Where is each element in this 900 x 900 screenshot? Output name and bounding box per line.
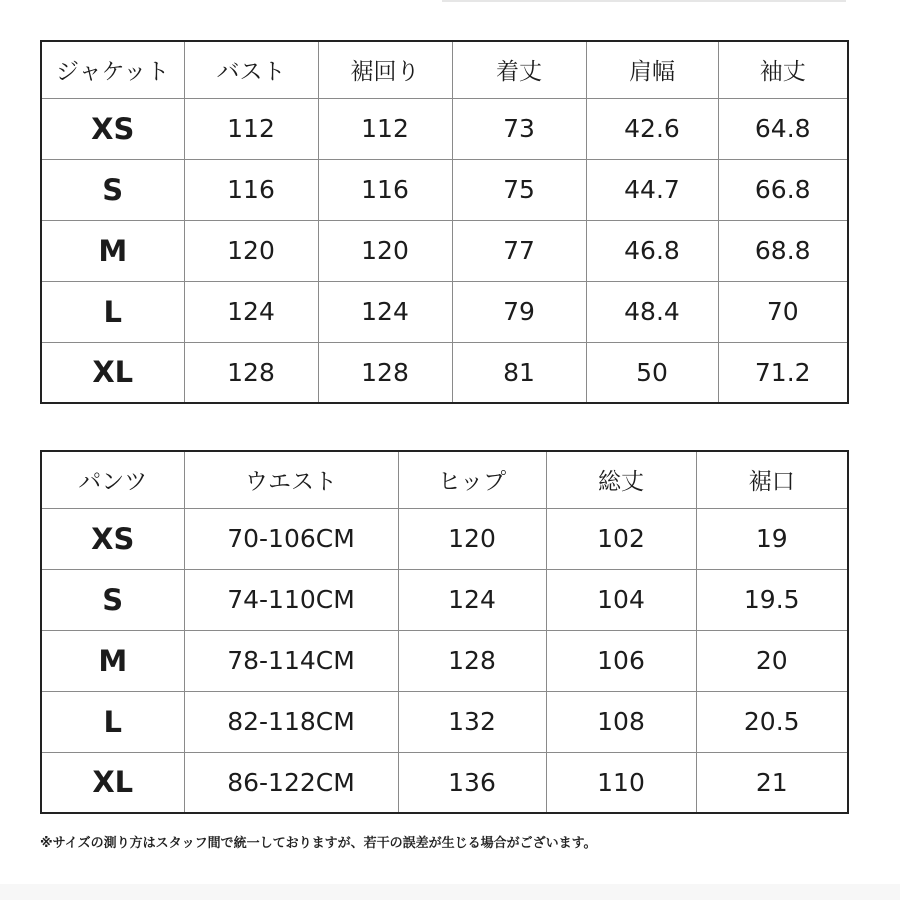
jacket-header-cell: 着丈 bbox=[452, 41, 586, 98]
table-cell: 19.5 bbox=[696, 569, 848, 630]
table-row bbox=[41, 281, 848, 342]
size-label: M bbox=[41, 630, 184, 691]
table-cell: 120 bbox=[398, 508, 546, 569]
jacket-size-table bbox=[40, 40, 849, 404]
measurement-note: ※サイズの測り方はスタッフ間で統一しておりますが、若干の誤差が生じる場合がございます。 bbox=[40, 836, 597, 851]
table-cell: 70-106CM bbox=[184, 508, 398, 569]
pants-header-cell: ヒップ bbox=[398, 451, 546, 508]
table-cell: 112 bbox=[318, 98, 452, 159]
table-cell: 20.5 bbox=[696, 691, 848, 752]
top-divider bbox=[442, 0, 846, 2]
table-row bbox=[41, 691, 848, 752]
table-cell: 128 bbox=[398, 630, 546, 691]
bottom-band bbox=[0, 884, 900, 900]
table-cell: 75 bbox=[452, 159, 586, 220]
table-cell: 77 bbox=[452, 220, 586, 281]
table-row bbox=[41, 342, 848, 403]
table-row bbox=[41, 98, 848, 159]
table-cell: 112 bbox=[184, 98, 318, 159]
size-label: XL bbox=[41, 752, 184, 813]
pants-header-row bbox=[41, 451, 848, 508]
table-cell: 48.4 bbox=[586, 281, 718, 342]
jacket-header-cell: 裾回り bbox=[318, 41, 452, 98]
table-cell: 124 bbox=[398, 569, 546, 630]
table-cell: 44.7 bbox=[586, 159, 718, 220]
pants-header-cell: パンツ bbox=[41, 451, 184, 508]
table-row bbox=[41, 569, 848, 630]
table-cell: 86-122CM bbox=[184, 752, 398, 813]
size-label: L bbox=[41, 691, 184, 752]
size-label: XS bbox=[41, 98, 184, 159]
table-cell: 116 bbox=[184, 159, 318, 220]
table-cell: 124 bbox=[184, 281, 318, 342]
table-row bbox=[41, 220, 848, 281]
jacket-header-cell: ジャケット bbox=[41, 41, 184, 98]
table-cell: 42.6 bbox=[586, 98, 718, 159]
table-row bbox=[41, 752, 848, 813]
jacket-header-row bbox=[41, 41, 848, 98]
table-cell: 70 bbox=[718, 281, 848, 342]
table-cell: 120 bbox=[318, 220, 452, 281]
jacket-header-cell: バスト bbox=[184, 41, 318, 98]
size-label: S bbox=[41, 159, 184, 220]
table-cell: 136 bbox=[398, 752, 546, 813]
table-cell: 128 bbox=[318, 342, 452, 403]
table-cell: 66.8 bbox=[718, 159, 848, 220]
table-cell: 79 bbox=[452, 281, 586, 342]
table-cell: 20 bbox=[696, 630, 848, 691]
table-cell: 73 bbox=[452, 98, 586, 159]
table-cell: 132 bbox=[398, 691, 546, 752]
table-cell: 74-110CM bbox=[184, 569, 398, 630]
table-cell: 82-118CM bbox=[184, 691, 398, 752]
size-label: L bbox=[41, 281, 184, 342]
table-cell: 106 bbox=[546, 630, 696, 691]
size-label: XL bbox=[41, 342, 184, 403]
size-label: XS bbox=[41, 508, 184, 569]
table-row bbox=[41, 630, 848, 691]
table-cell: 19 bbox=[696, 508, 848, 569]
table-cell: 128 bbox=[184, 342, 318, 403]
table-cell: 68.8 bbox=[718, 220, 848, 281]
pants-header-cell: 総丈 bbox=[546, 451, 696, 508]
size-label: S bbox=[41, 569, 184, 630]
table-cell: 64.8 bbox=[718, 98, 848, 159]
jacket-header-cell: 袖丈 bbox=[718, 41, 848, 98]
pants-header-cell: 裾口 bbox=[696, 451, 848, 508]
table-cell: 116 bbox=[318, 159, 452, 220]
table-cell: 46.8 bbox=[586, 220, 718, 281]
table-cell: 120 bbox=[184, 220, 318, 281]
jacket-header-cell: 肩幅 bbox=[586, 41, 718, 98]
table-cell: 81 bbox=[452, 342, 586, 403]
pants-header-cell: ウエスト bbox=[184, 451, 398, 508]
table-cell: 110 bbox=[546, 752, 696, 813]
table-cell: 124 bbox=[318, 281, 452, 342]
table-cell: 50 bbox=[586, 342, 718, 403]
table-row bbox=[41, 159, 848, 220]
table-cell: 104 bbox=[546, 569, 696, 630]
pants-size-table bbox=[40, 450, 849, 814]
table-cell: 102 bbox=[546, 508, 696, 569]
table-row bbox=[41, 508, 848, 569]
table-cell: 78-114CM bbox=[184, 630, 398, 691]
table-cell: 21 bbox=[696, 752, 848, 813]
table-cell: 108 bbox=[546, 691, 696, 752]
table-cell: 71.2 bbox=[718, 342, 848, 403]
size-label: M bbox=[41, 220, 184, 281]
